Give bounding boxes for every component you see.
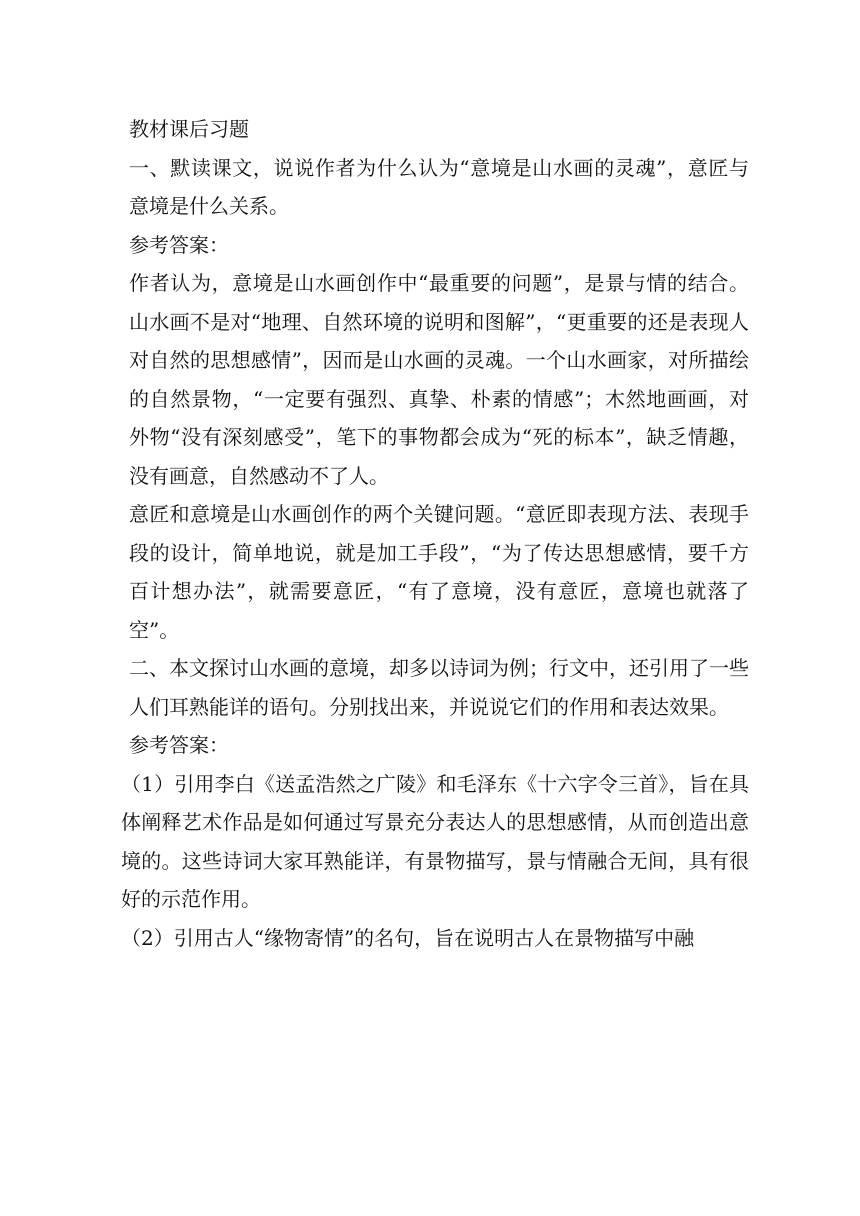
reference-answer-label-1: 参考答案： xyxy=(129,232,229,257)
question-1: 一、默读课文，说说作者为什么认为“意境是山水画的灵魂”，意匠与意境是什么关系。 xyxy=(129,155,749,218)
section-heading: 教材课后习题 xyxy=(129,117,249,141)
answer-1-paragraph-1: 作者认为，意境是山水画创作中“最重要的问题”，是景与情的结合。山水画不是对“地理、自然环境的说明和图解”，“更重要的还是表现人对自然的思想感情”，因而是山水画的灵魂。一个山水画家，对所描绘的自然景物，“一定要有强烈、真挚、朴素的情感”；木然地画画，对外物“没有深刻感受”，笔下的事物都会成为“死的标本”，缺乏情趣，没有画意，自然感动不了人。 xyxy=(129,271,749,488)
answer-2-item-1: （1）引用李白《送孟浩然之广陵》和毛泽东《十六字令三首》，旨在具体阐释艺术作品是如何通过写景充分表达人的思想感情，从而创造出意境的。这些诗词大家耳熟能详，有景物描写，景与情融合无间，具有很好的示范作用。 xyxy=(121,771,749,911)
answer-1-paragraph-2: 意匠和意境是山水画创作的两个关键问题。“意匠即表现方法、表现手段的设计，简单地说，就是加工手段”，“为了传达思想感情，要千方百计想办法”，就需要意匠，“有了意境，没有意匠，意境也就落了空”。 xyxy=(129,502,749,642)
answer-2-item-2: （2）引用古人“缘物寄情”的名句，旨在说明古人在景物描写中融 xyxy=(121,925,695,950)
document-body xyxy=(121,110,749,957)
question-2: 二、本文探讨山水画的意境，却多以诗词为例；行文中，还引用了一些人们耳熟能详的语句。分别找出来，并说说它们的作用和表达效果。 xyxy=(129,656,749,719)
reference-answer-label-2: 参考答案： xyxy=(129,733,229,757)
